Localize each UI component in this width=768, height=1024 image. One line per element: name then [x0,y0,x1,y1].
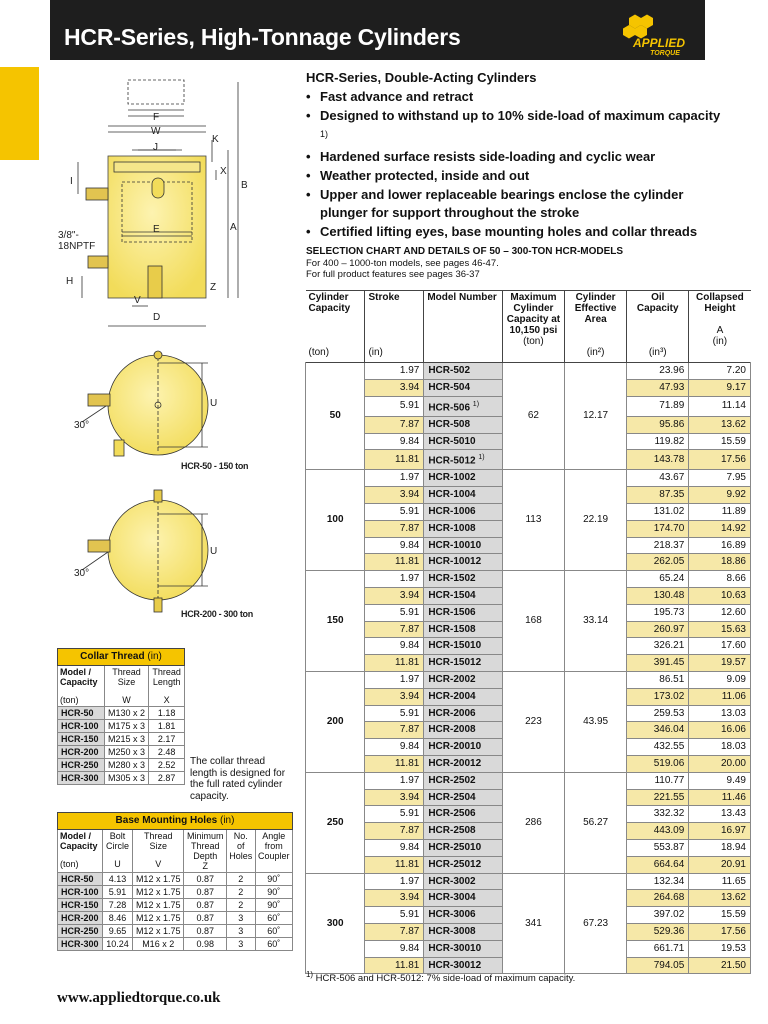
selection-table [305,290,751,974]
table-row [58,772,185,785]
mounting-holes-table [57,812,293,951]
oil-cell: 664.64 [627,856,689,873]
mount-bolt-cell: 4.13 [103,873,133,886]
table-row [58,759,185,772]
table-row [306,571,751,588]
oil-cell: 43.67 [627,470,689,487]
capacity-cell: 150 [306,571,365,672]
collapsed-height-cell: 11.14 [689,396,751,416]
model-cell: HCR-3004 [424,890,503,907]
stroke-cell: 3.94 [365,890,424,907]
dim-label-v: V [134,295,141,306]
oil-cell: 87.35 [627,487,689,504]
model-cell: HCR-3002 [424,873,503,890]
model-cell: HCR-2502 [424,772,503,789]
stroke-cell: 1.97 [365,470,424,487]
oil-cell: 131.02 [627,504,689,521]
collapsed-height-cell: 11.89 [689,504,751,521]
model-cell: HCR-502 [424,363,503,380]
table-row [58,746,185,759]
model-cell: HCR-2008 [424,722,503,739]
oil-cell: 173.02 [627,688,689,705]
oil-cell: 262.05 [627,554,689,571]
capacity-cell: 300 [306,873,365,974]
model-cell: HCR-10012 [424,554,503,571]
col-area: Cylinder Effective Area (in²) [565,291,627,363]
collapsed-height-cell: 16.89 [689,537,751,554]
table-row [306,772,751,789]
table-row [58,886,293,899]
model-cell: HCR-15012 [424,655,503,672]
cylinder-drawing [52,70,262,630]
stroke-cell: 3.94 [365,789,424,806]
collar-size-cell: M215 x 3 [104,733,149,746]
stroke-cell: 11.81 [365,957,424,974]
collar-length-cell: 1.18 [149,707,185,720]
oil-cell: 529.36 [627,923,689,940]
model-cell: HCR-3006 [424,907,503,924]
oil-cell: 95.86 [627,416,689,433]
collapsed-height-cell: 15.63 [689,621,751,638]
collapsed-height-cell: 21.50 [689,957,751,974]
stroke-cell: 5.91 [365,396,424,416]
dim-label-e: E [153,224,160,235]
mount-depth-cell: 0.87 [184,873,227,886]
stroke-cell: 1.97 [365,672,424,689]
mount-angle-cell: 90˚ [255,899,292,912]
mount-bolt-cell: 5.91 [103,886,133,899]
capacity-cell: 100 [306,470,365,571]
collapsed-height-cell: 15.59 [689,907,751,924]
table-row [58,873,293,886]
model-cell: HCR-3008 [424,923,503,940]
oil-cell: 174.70 [627,520,689,537]
mount-depth-cell: 0.87 [184,925,227,938]
collapsed-height-cell: 7.20 [689,363,751,380]
collapsed-height-cell: 16.97 [689,823,751,840]
stroke-cell: 3.94 [365,588,424,605]
applied-torque-logo [615,14,703,58]
model-cell: HCR-2506 [424,806,503,823]
collapsed-height-cell: 13.62 [689,890,751,907]
stroke-cell: 1.97 [365,772,424,789]
mount-model-cell: HCR-250 [58,925,103,938]
stroke-cell: 3.94 [365,379,424,396]
mount-col-angle: Angle from Coupler [255,830,292,873]
oil-cell: 143.78 [627,450,689,470]
oil-cell: 432.55 [627,739,689,756]
oil-cell: 119.82 [627,433,689,450]
collar-col-length: Thread Length X [149,666,185,707]
area-cell: 33.14 [565,571,627,672]
collapsed-height-cell: 17.56 [689,923,751,940]
stroke-cell: 9.84 [365,433,424,450]
table-row [306,470,751,487]
oil-cell: 132.34 [627,873,689,890]
col-model: Model Number [424,291,503,363]
collar-model-cell: HCR-150 [58,733,105,746]
mount-model-cell: HCR-50 [58,873,103,886]
mount-depth-cell: 0.87 [184,899,227,912]
feature-item: • Upper and lower replaceable bearings enclose the cylinder plunger for support throughout the stroke [306,186,726,222]
stroke-cell: 5.91 [365,806,424,823]
oil-cell: 130.48 [627,588,689,605]
collapsed-height-cell: 11.46 [689,789,751,806]
collar-length-cell: 2.48 [149,746,185,759]
table-row [58,707,185,720]
collapsed-height-cell: 11.65 [689,873,751,890]
collapsed-height-cell: 12.60 [689,604,751,621]
mount-angle-cell: 90˚ [255,886,292,899]
collapsed-height-cell: 9.09 [689,672,751,689]
collar-length-cell: 2.52 [149,759,185,772]
stroke-cell: 1.97 [365,571,424,588]
stroke-cell: 11.81 [365,655,424,672]
model-cell: HCR-1008 [424,520,503,537]
collapsed-height-cell: 13.03 [689,705,751,722]
mount-angle-cell: 60˚ [255,938,292,951]
oil-cell: 264.68 [627,890,689,907]
mount-depth-cell: 0.87 [184,912,227,925]
mount-thread-cell: M12 x 1.75 [132,899,184,912]
mount-thread-cell: M12 x 1.75 [132,873,184,886]
max-capacity-cell: 286 [502,772,564,873]
collar-col-model: Model / Capacity (ton) [58,666,105,707]
oil-cell: 346.04 [627,722,689,739]
col-collapsed: Collapsed Height A (in) [689,291,751,363]
oil-cell: 218.37 [627,537,689,554]
angle-label-bottom: 30° [74,568,90,579]
mount-depth-cell: 0.98 [184,938,227,951]
collapsed-height-cell: 17.60 [689,638,751,655]
mount-holes-cell: 2 [227,899,256,912]
stroke-cell: 11.81 [365,856,424,873]
collapsed-height-cell: 19.57 [689,655,751,672]
model-cell: HCR-5010 [424,433,503,450]
svg-text:TORQUE: TORQUE [650,50,680,57]
dim-label-j: J [153,142,158,153]
mount-model-cell: HCR-100 [58,886,103,899]
mount-thread-cell: M12 x 1.75 [132,912,184,925]
mount-holes-cell: 3 [227,912,256,925]
stroke-cell: 7.87 [365,416,424,433]
oil-cell: 110.77 [627,772,689,789]
mount-thread-cell: M12 x 1.75 [132,925,184,938]
stroke-cell: 3.94 [365,688,424,705]
model-cell: HCR-2006 [424,705,503,722]
stroke-cell: 9.84 [365,739,424,756]
mount-bolt-cell: 10.24 [103,938,133,951]
collapsed-height-cell: 16.06 [689,722,751,739]
stroke-cell: 5.91 [365,604,424,621]
drawing-caption-small: HCR-50 - 150 ton [181,461,249,471]
mount-model-cell: HCR-200 [58,912,103,925]
area-cell: 56.27 [565,772,627,873]
stroke-cell: 5.91 [365,907,424,924]
stroke-cell: 9.84 [365,537,424,554]
stroke-cell: 9.84 [365,638,424,655]
model-cell: HCR-1004 [424,487,503,504]
stroke-cell: 11.81 [365,554,424,571]
model-cell: HCR-25012 [424,856,503,873]
drawing-caption-large: HCR-200 - 300 ton [181,609,253,619]
angle-label-top: 30° [74,420,90,431]
mount-bolt-cell: 7.28 [103,899,133,912]
dim-label-z: Z [210,282,217,293]
collapsed-height-cell: 18.03 [689,739,751,756]
collar-model-cell: HCR-250 [58,759,105,772]
collar-title: Collar Thread (in) [58,649,185,666]
model-cell: HCR-15010 [424,638,503,655]
mount-bolt-cell: 9.65 [103,925,133,938]
model-cell: HCR-25010 [424,839,503,856]
area-cell: 67.23 [565,873,627,974]
area-cell: 22.19 [565,470,627,571]
section-tab [0,67,39,160]
dim-label-b: B [241,180,248,191]
collapsed-height-cell: 20.91 [689,856,751,873]
dim-label-i: I [70,176,73,187]
oil-cell: 794.05 [627,957,689,974]
mount-col-depth: Minimum Thread Depth Z [184,830,227,873]
mount-col-holes: No. of Holes [227,830,256,873]
mount-bolt-cell: 8.46 [103,912,133,925]
collapsed-height-cell: 18.86 [689,554,751,571]
selection-note-2: For full product features see pages 36-37 [306,269,480,280]
col-max-capacity: Maximum Cylinder Capacity at 10,150 psi (ton) [502,291,564,363]
table-row [58,912,293,925]
mount-holes-cell: 3 [227,925,256,938]
oil-cell: 443.09 [627,823,689,840]
max-capacity-cell: 223 [502,672,564,773]
port-label-bottom: 18NPTF [58,241,96,252]
oil-cell: 23.96 [627,363,689,380]
mount-col-thread: Thread Size V [132,830,184,873]
collar-model-cell: HCR-50 [58,707,105,720]
collar-model-cell: HCR-100 [58,720,105,733]
oil-cell: 519.06 [627,755,689,772]
stroke-cell: 1.97 [365,873,424,890]
collar-size-cell: M175 x 3 [104,720,149,733]
model-cell: HCR-506 $^{1)}$ [424,396,503,416]
model-cell: HCR-1502 [424,571,503,588]
capacity-cell: 50 [306,363,365,470]
max-capacity-cell: 341 [502,873,564,974]
svg-text:APPLIED: APPLIED [632,36,686,50]
stroke-cell: 9.84 [365,839,424,856]
feature-item: • Weather protected, inside and out [306,167,726,185]
mount-thread-cell: M12 x 1.75 [132,886,184,899]
collar-length-cell: 2.17 [149,733,185,746]
selection-heading [306,246,746,280]
dim-label-u-bottom: U [210,546,218,557]
table-row [58,733,185,746]
features-section [306,70,726,242]
stroke-cell: 5.91 [365,705,424,722]
model-cell: HCR-2508 [424,823,503,840]
feature-item: • Hardened surface resists side-loading and cyclic wear [306,148,726,166]
dim-label-a: A [230,222,237,233]
model-cell: HCR-20012 [424,755,503,772]
model-cell: HCR-1508 [424,621,503,638]
collar-size-cell: M280 x 3 [104,759,149,772]
collapsed-height-cell: 20.00 [689,755,751,772]
collar-model-cell: HCR-300 [58,772,105,785]
collapsed-height-cell: 7.95 [689,470,751,487]
model-cell: HCR-1006 [424,504,503,521]
model-cell: HCR-10010 [424,537,503,554]
max-capacity-cell: 168 [502,571,564,672]
mount-holes-cell: 2 [227,873,256,886]
stroke-cell: 11.81 [365,755,424,772]
collar-length-cell: 1.81 [149,720,185,733]
selection-note-1: For 400 – 1000-ton models, see pages 46-47. [306,258,499,269]
page-header [50,0,705,60]
oil-cell: 260.97 [627,621,689,638]
stroke-cell: 7.87 [365,621,424,638]
capacity-cell: 200 [306,672,365,773]
collapsed-height-cell: 13.43 [689,806,751,823]
model-cell: HCR-2004 [424,688,503,705]
model-cell: HCR-30010 [424,940,503,957]
oil-cell: 221.55 [627,789,689,806]
oil-cell: 332.32 [627,806,689,823]
stroke-cell: 5.91 [365,504,424,521]
mount-col-model: Model / Capacity (ton) [58,830,103,873]
stroke-cell: 3.94 [365,487,424,504]
port-label-top: 3/8"- [58,230,79,241]
collapsed-height-cell: 9.92 [689,487,751,504]
feature-item: • Certified lifting eyes, base mounting holes and collar threads [306,223,726,241]
dim-label-d: D [153,312,161,323]
stroke-cell: 7.87 [365,923,424,940]
capacity-cell: 250 [306,772,365,873]
table-row [306,363,751,380]
collapsed-height-cell: 11.06 [689,688,751,705]
table-row [58,938,293,951]
oil-cell: 397.02 [627,907,689,924]
collapsed-height-cell: 9.17 [689,379,751,396]
collapsed-height-cell: 8.66 [689,571,751,588]
model-cell: HCR-504 [424,379,503,396]
collapsed-height-cell: 19.53 [689,940,751,957]
dim-label-u-top: U [210,398,218,409]
model-cell: HCR-1506 [424,604,503,621]
mount-holes-cell: 2 [227,886,256,899]
oil-cell: 65.24 [627,571,689,588]
dim-label-h: H [66,276,74,287]
page-title: HCR-Series, High-Tonnage Cylinders [64,24,461,50]
stroke-cell: 7.87 [365,823,424,840]
mount-depth-cell: 0.87 [184,886,227,899]
model-cell: HCR-2504 [424,789,503,806]
oil-cell: 47.93 [627,379,689,396]
footer-url[interactable]: www.appliedtorque.co.uk [57,990,221,1006]
dim-label-f: F [153,112,160,123]
model-cell: HCR-2002 [424,672,503,689]
oil-cell: 391.45 [627,655,689,672]
oil-cell: 326.21 [627,638,689,655]
oil-cell: 195.73 [627,604,689,621]
oil-cell: 553.87 [627,839,689,856]
collapsed-height-cell: 9.49 [689,772,751,789]
table-row [58,720,185,733]
col-oil: Oil Capacity (in³) [627,291,689,363]
mount-col-bolt: Bolt Circle U [103,830,133,873]
collar-note: The collar thread length is designed for the full rated cylinder capacity. [190,756,286,802]
collapsed-height-cell: 15.59 [689,433,751,450]
mount-model-cell: HCR-150 [58,899,103,912]
mount-thread-cell: M16 x 2 [132,938,184,951]
oil-cell: 661.71 [627,940,689,957]
dim-label-w: W [151,126,161,137]
table-row [58,925,293,938]
table-row [306,873,751,890]
collar-size-cell: M305 x 3 [104,772,149,785]
collapsed-height-cell: 10.63 [689,588,751,605]
features-list [306,88,726,241]
dim-label-k: K [212,134,219,145]
collapsed-height-cell: 18.94 [689,839,751,856]
collar-size-cell: M250 x 3 [104,746,149,759]
stroke-cell: 7.87 [365,520,424,537]
collapsed-height-cell: 13.62 [689,416,751,433]
collapsed-height-cell: 14.92 [689,520,751,537]
dim-label-x: X [220,166,227,177]
feature-item: • Fast advance and retract [306,88,726,106]
col-stroke: Stroke (in) [365,291,424,363]
feature-item: • Designed to withstand up to 10% side-load of maximum capacity $^{1)}$ [306,107,726,147]
model-cell: HCR-508 [424,416,503,433]
stroke-cell: 11.81 [365,450,424,470]
model-cell: HCR-1002 [424,470,503,487]
area-cell: 43.95 [565,672,627,773]
collar-col-size: Thread Size W [104,666,149,707]
mount-angle-cell: 90˚ [255,873,292,886]
model-cell: HCR-20010 [424,739,503,756]
collar-thread-table [57,648,185,785]
area-cell: 12.17 [565,363,627,470]
stroke-cell: 9.84 [365,940,424,957]
mount-angle-cell: 60˚ [255,912,292,925]
max-capacity-cell: 62 [502,363,564,470]
oil-cell: 259.53 [627,705,689,722]
mount-angle-cell: 60˚ [255,925,292,938]
table-row [58,899,293,912]
oil-cell: 86.51 [627,672,689,689]
stroke-cell: 7.87 [365,722,424,739]
oil-cell: 71.89 [627,396,689,416]
collar-size-cell: M130 x 2 [104,707,149,720]
collapsed-height-cell: 17.56 [689,450,751,470]
table-row [306,672,751,689]
stroke-cell: 1.97 [365,363,424,380]
max-capacity-cell: 113 [502,470,564,571]
features-title: HCR-Series, Double-Acting Cylinders [306,70,537,85]
model-cell: HCR-30012 [424,957,503,974]
model-cell: HCR-1504 [424,588,503,605]
mount-model-cell: HCR-300 [58,938,103,951]
table-footnote: $^{1)}$ HCR-506 and HCR-5012: 7% side-load of maximum capacity. [306,970,576,985]
mount-holes-cell: 3 [227,938,256,951]
collar-model-cell: HCR-200 [58,746,105,759]
collar-length-cell: 2.87 [149,772,185,785]
col-capacity: Cylinder Capacity (ton) [306,291,365,363]
selection-title: SELECTION CHART AND DETAILS OF 50 – 300-TON HCR-MODELS [306,246,624,257]
model-cell: HCR-5012 $^{1)}$ [424,450,503,470]
mounting-title: Base Mounting Holes (in) [58,813,293,830]
